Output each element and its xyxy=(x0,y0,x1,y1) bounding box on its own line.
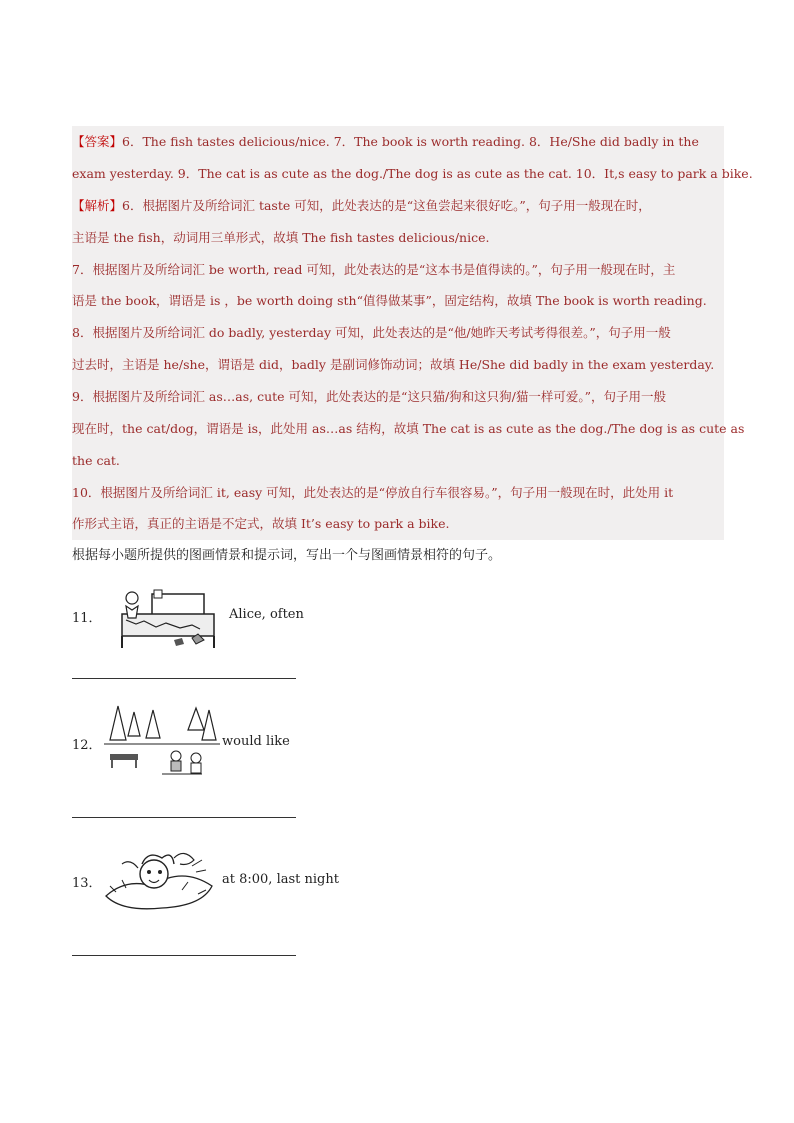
question-hint: Alice, often xyxy=(229,607,304,622)
boy-in-bath-image xyxy=(102,846,218,916)
girl-in-messy-bedroom-image xyxy=(104,588,218,652)
question-number: 13． xyxy=(72,876,102,891)
answer-blank-line[interactable] xyxy=(72,817,296,818)
analysis-line-11: 作形式主语，真正的主语是不定式，故填 It’s easy to park a bike. xyxy=(72,516,450,531)
question-number: 12． xyxy=(72,738,102,753)
answer-line-2: exam yesterday. 9．The cat is as cute as the dog./The dog is as cute as the cat. 10．It,s easy to park a bike. xyxy=(72,166,753,181)
question-hint: at 8:00, last night xyxy=(222,872,339,887)
park-with-children-image xyxy=(104,700,220,780)
analysis-line-5: 8．根据图片及所给词汇 do badly, yesterday 可知，此处表达的是“他/她昨天考试考得很差。”，句子用一般 xyxy=(72,325,671,340)
analysis-line-9: the cat. xyxy=(72,453,120,468)
answer-blank-line[interactable] xyxy=(72,678,296,679)
analysis-line-7: 9．根据图片及所给词汇 as…as, cute 可知，此处表达的是“这只猫/狗和这只狗/猫一样可爱。”，句子用一般 xyxy=(72,389,667,404)
instruction-text: 根据每小题所提供的图画情景和提示词，写出一个与图画情景相符的句子。 xyxy=(72,548,502,563)
analysis-line-6: 过去时，主语是 he/she，谓语是 did，badly 是副词修饰动词；故填 He/She did badly in the exam yesterday. xyxy=(72,357,715,372)
analysis-line-8: 现在时，the cat/dog，谓语是 is，此处用 as…as 结构，故填 The cat is as cute as the dog./The dog is as cute as xyxy=(72,421,745,436)
analysis-line-3: 7．根据图片及所给词汇 be worth, read 可知，此处表达的是“这本书是值得读的。”，句子用一般现在时，主 xyxy=(72,262,676,277)
answer-line-1: 【答案】6．The fish tastes delicious/nice. 7．The book is worth reading. 8．He/She did badly in the xyxy=(72,134,699,149)
analysis-line-2: 主语是 the fish，动词用三单形式，故填 The fish tastes delicious/nice. xyxy=(72,230,490,245)
question-number: 11． xyxy=(72,611,102,626)
analysis-line-1: 【解析】6．根据图片及所给词汇 taste 可知，此处表达的是“这鱼尝起来很好吃。”，句子用一般现在时， xyxy=(72,198,651,213)
answer-blank-line[interactable] xyxy=(72,955,296,956)
analysis-line-10: 10．根据图片及所给词汇 it, easy 可知，此处表达的是“停放自行车很容易。”，句子用一般现在时，此处用 it xyxy=(72,485,674,500)
analysis-line-4: 语是 the book，谓语是 is ，be worth doing sth“值得做某事”，固定结构，故填 The book is worth reading. xyxy=(72,293,707,308)
question-hint: would like xyxy=(222,734,290,749)
